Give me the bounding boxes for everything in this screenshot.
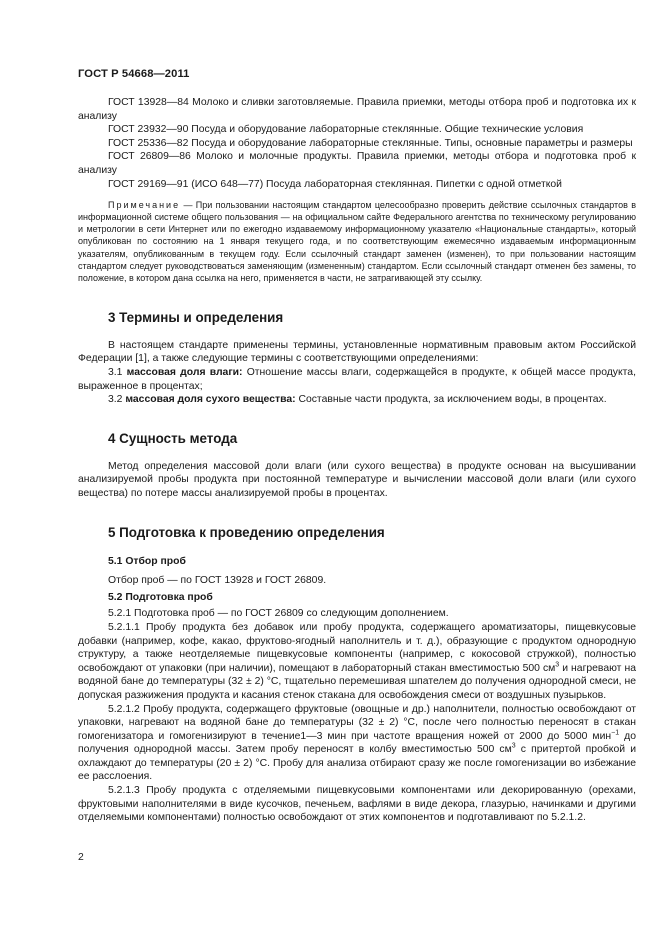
subsection-5-2-title: 5.2 Подготовка проб [108,591,213,603]
term-text: Отношение массы влаги, содержащейся в продукте, к общей массе продукта, выраженное в процентах; [78,367,636,392]
term-definition [78,366,636,393]
subsection-5-1-text: Отбор проб — по ГОСТ 13928 и ГОСТ 26809. [108,575,327,587]
reference-item: ГОСТ 29169—91 (ИСО 648—77) Посуда лабораторная стеклянная. Пипетки с одной отметкой [108,178,562,190]
term-name: массовая доля влаги: [126,367,243,378]
paragraph-5-2-1-3: 5.2.1.3 Пробу продукта с отделяемыми пищевкусовыми компонентами или декорированную (орехами, фруктовыми наполнителями в виде кусочков, печеньем, вафлями в виде декора, глазурью, начинками и другими отделяемыми компонентами) полностью освобождают от этих компонентов и подготавливают по 5.2.1.2. [78,785,636,824]
reference-item: ГОСТ 13928—84 Молоко и сливки заготовляемые. Правила приемки, методы отбора проб и подготовка их к анализу [78,97,636,122]
section-4-text: Метод определения массовой доли влаги (или сухого вещества) в продукте основан на высушивании анализируемой пробы продукта при постоянной температуре и вычислении массовой доли влаги (или сухого вещества) по потере массы анализируемой пробы в процентах. [78,460,636,499]
reference-item: ГОСТ 23932—90 Посуда и оборудование лабораторные стеклянные. Общие технические условия [108,124,584,136]
document-header: ГОСТ Р 54668—2011 [78,68,190,80]
term-text: Составные части продукта, за исключением воды, в процентах. [295,394,607,406]
note [78,199,636,284]
section-5-title: 5 Подготовка к проведению определения [108,524,385,540]
reference-item: ГОСТ 25336—82 Посуда и оборудование лабораторные стеклянные. Типы, основные параметры и размеры [108,137,633,149]
note-text: — При пользовании настоящим стандартом целесообразно проверить действие ссылочных стандартов в информационной системе общего пользования — на официальном сайте Федерального агентства по техническому регулированию и метрологии в сети Интернет или по ежегодно издаваемому информационному указателю «Национальные стандарты», который опубликован по состоянию на 1 января текущего года, и по соответствующим ежемесячно издаваемым информационным указателям, опубликованным в текущем году. Если ссылочный стандарт заменен (изменен), то при пользовании настоящим стандартом следует руководствоваться заменяющим (измененным) стандартом. Если ссылочный стандарт отменен без замены, то положение, в котором дана ссылка на него, применяется в части, не затрагивающей эту ссылку. [78,200,636,283]
paragraph-5-2-1-2: 5.2.1.2 Пробу продукта, содержащего фруктовые (овощные и др.) наполнители, полностью освобождают от упаковки, нагревают на водяной бане до температуры (32 ± 2) °С, после чего полностью переносят в стакан гомогенизатора и гомогенизируют в течение1—3 мин при частоте вращения ножей от 2000 до 5000 мин$^{-1}$ до получения однородной массы. Затем пробу переносят в колбу вместимостью 500 $см^3$ с притертой пробкой и охлаждают до температуры (20 ± 2) °С. Пробу для анализа отбирают сразу же после гомогенизации во избежание ее расслоения. [78,703,636,783]
term-name: массовая доля сухого вещества: [125,394,296,406]
normative-references [78,96,636,191]
page-content [78,96,636,825]
section-3-intro: В настоящем стандарте применены термины, установленные нормативным правовым актом Российской Федерации [1], а также следующие термины с соответствующими определениями: [78,339,636,365]
paragraph-5-2-1-1: 5.2.1.1 Пробу продукта без добавок или пробу продукта, содержащего ароматизаторы, пищевкусовые добавки (например, кофе, какао, фруктово-ягодный наполнитель и т. д.), образующие с продуктом однородную структуру, а также неотделяемые пищевкусовые компоненты (например, с кокосовой стружкой), полностью освобождают от упаковки (при наличии), помещают в лабораторный стакан вместимостью 500 $см^3$ и нагревают на водяной бане до температуры (32 ± 2) °С, тщательно перемешивая шпателем до получения однородной смеси, не допуская разжижения продукта и касания стенок стакана для освобождения смеси от воздушных пузырьков. [78,621,636,701]
section-3-title: 3 Термины и определения [108,309,284,325]
reference-item: ГОСТ 26809—86 Молоко и молочные продукты. Правила приемки, методы отбора и подготовка проб к анализу [78,151,636,176]
note-label: Примечание [108,200,181,211]
paragraph-5-2-1: 5.2.1 Подготовка проб — по ГОСТ 26809 со следующим дополнением. [108,608,449,620]
subsection-5-1-title: 5.1 Отбор проб [108,555,186,567]
page-number: 2 [78,852,84,863]
term-definition [78,393,636,407]
section-4-title: 4 Сущность метода [108,430,238,446]
term-number: 3.1 [108,367,127,378]
term-number: 3.2 [108,394,126,406]
